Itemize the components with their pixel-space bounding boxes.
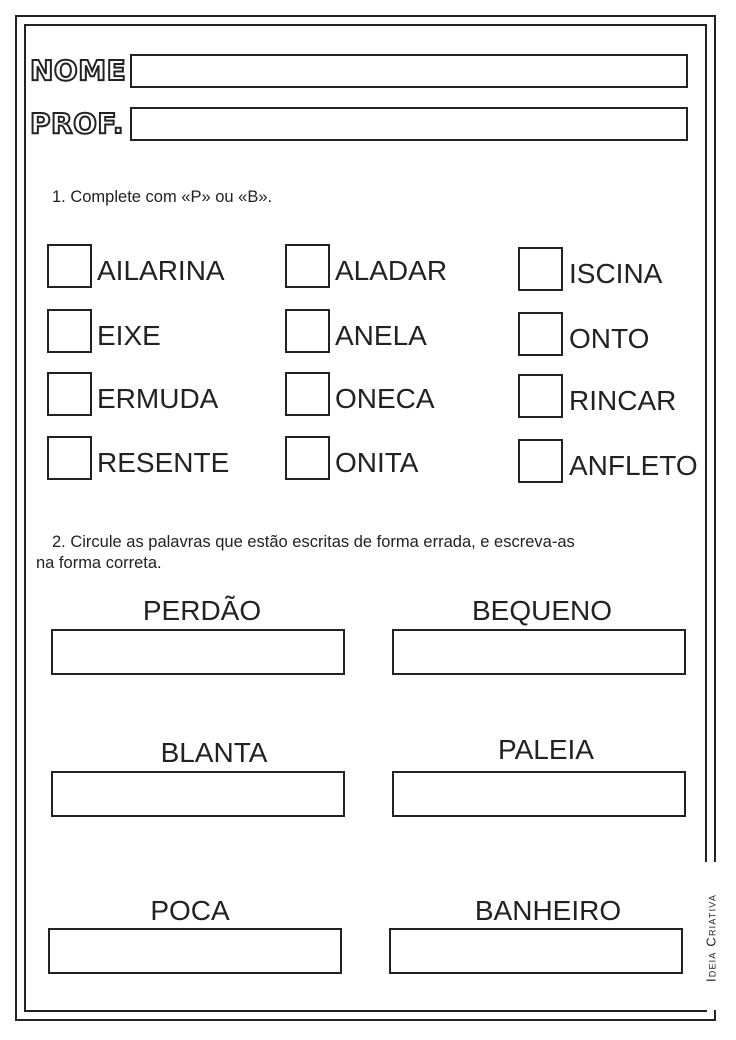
word-item: ONITA (335, 447, 419, 478)
word-item: ANFLETO (569, 450, 698, 481)
word-item: ERMUDA (97, 383, 219, 414)
teacher-field[interactable] (130, 107, 688, 141)
letter-box[interactable] (47, 244, 92, 288)
word-item: ONTO (569, 323, 650, 354)
brand-text: Ideia Criativa (703, 893, 719, 983)
word-item: EIXE (97, 320, 161, 351)
inner-border (24, 24, 707, 1012)
letter-box[interactable] (47, 436, 92, 480)
word-item: ALADAR (335, 255, 448, 286)
question-1-prompt: 1. Complete com «P» ou «B». (52, 188, 273, 206)
answer-box[interactable] (392, 629, 686, 675)
brand-mark (702, 876, 720, 1000)
answer-box[interactable] (48, 928, 342, 974)
letter-box[interactable] (518, 312, 563, 356)
word-caption: PALEIA (498, 734, 594, 765)
word-item: ISCINA (569, 258, 663, 289)
name-field[interactable] (130, 54, 688, 88)
letter-box[interactable] (285, 372, 330, 416)
letter-box[interactable] (285, 436, 330, 480)
word-caption: BLANTA (160, 737, 268, 768)
answer-box[interactable] (51, 629, 345, 675)
word-item: RESENTE (97, 447, 230, 478)
word-caption: POCA (150, 895, 230, 926)
letter-box[interactable] (518, 439, 563, 483)
question-2-prompt-line2: na forma correta. (36, 554, 162, 572)
letter-box[interactable] (285, 309, 330, 353)
word-item: ANELA (335, 320, 427, 351)
word-caption: BANHEIRO (474, 895, 622, 926)
answer-box[interactable] (392, 771, 686, 817)
letter-box[interactable] (518, 374, 563, 418)
word-item: ONECA (335, 383, 435, 414)
word-caption: BEQUENO (471, 595, 613, 626)
letter-box[interactable] (518, 247, 563, 291)
word-caption: PERDÃO (142, 595, 262, 626)
question-2-prompt-line1: 2. Circule as palavras que estão escritas de forma errada, e escreva-as (52, 533, 575, 551)
answer-box[interactable] (389, 928, 683, 974)
teacher-label: PROF. (30, 107, 125, 140)
letter-box[interactable] (47, 372, 92, 416)
answer-box[interactable] (51, 771, 345, 817)
letter-box[interactable] (285, 244, 330, 288)
word-item: AILARINA (97, 255, 225, 286)
name-label: NOME (30, 54, 127, 87)
letter-box[interactable] (47, 309, 92, 353)
word-item: RINCAR (569, 385, 677, 416)
